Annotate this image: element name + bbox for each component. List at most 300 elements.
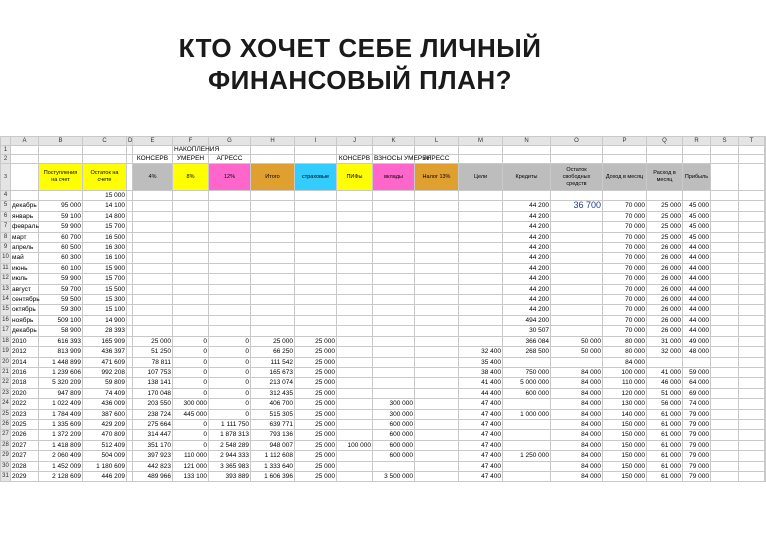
cell[interactable]: 60 100 xyxy=(39,263,83,273)
cell[interactable] xyxy=(683,155,711,164)
cell[interactable]: 44 000 xyxy=(683,295,711,305)
column-header[interactable]: Q xyxy=(647,137,683,146)
cell[interactable] xyxy=(711,357,739,367)
year-label[interactable]: 2027 xyxy=(11,440,39,450)
cell[interactable] xyxy=(739,191,765,201)
cell[interactable] xyxy=(765,211,766,221)
cell[interactable]: 1 448 899 xyxy=(39,357,83,367)
cell[interactable]: 150 000 xyxy=(603,419,647,429)
cell[interactable]: 84 000 xyxy=(551,451,603,461)
cell[interactable] xyxy=(373,295,415,305)
cell[interactable] xyxy=(11,164,39,191)
cell[interactable] xyxy=(415,222,459,232)
cell[interactable]: 312 435 xyxy=(251,388,295,398)
row-number[interactable]: 25 xyxy=(1,409,11,419)
cell[interactable]: 5 000 000 xyxy=(503,378,551,388)
cell[interactable]: 64 000 xyxy=(683,378,711,388)
cell[interactable] xyxy=(11,155,39,164)
cell[interactable] xyxy=(765,253,766,263)
cell[interactable]: 26 000 xyxy=(647,243,683,253)
cell[interactable] xyxy=(415,440,459,450)
cell[interactable]: 25 000 xyxy=(251,336,295,346)
cell[interactable]: 213 074 xyxy=(251,378,295,388)
cell[interactable] xyxy=(739,155,765,164)
cell[interactable] xyxy=(337,378,373,388)
cell[interactable]: 397 923 xyxy=(133,451,173,461)
cell[interactable] xyxy=(415,305,459,315)
year-label[interactable]: 2028 xyxy=(11,461,39,471)
cell[interactable]: 436 397 xyxy=(83,347,127,357)
cell[interactable] xyxy=(295,263,337,273)
cell[interactable]: 41 400 xyxy=(459,378,503,388)
cell[interactable]: 3 365 983 xyxy=(209,461,251,471)
column-header[interactable]: K xyxy=(373,137,415,146)
cell[interactable] xyxy=(415,471,459,481)
cell[interactable] xyxy=(551,263,603,273)
cell[interactable] xyxy=(503,430,551,440)
cell[interactable] xyxy=(337,243,373,253)
row-number[interactable]: 28 xyxy=(1,440,11,450)
cell[interactable]: 948 007 xyxy=(251,440,295,450)
cell[interactable] xyxy=(551,326,603,336)
cell[interactable] xyxy=(647,357,683,367)
cell[interactable] xyxy=(415,451,459,461)
cell[interactable] xyxy=(415,419,459,429)
cell[interactable] xyxy=(459,222,503,232)
cell[interactable] xyxy=(711,222,739,232)
cell[interactable]: 84 000 xyxy=(551,409,603,419)
cell[interactable] xyxy=(209,191,251,201)
cell[interactable] xyxy=(711,201,739,211)
cell[interactable]: 59 100 xyxy=(39,211,83,221)
cell[interactable]: 30 507 xyxy=(503,326,551,336)
cell[interactable] xyxy=(209,232,251,242)
cell[interactable] xyxy=(133,211,173,221)
cell[interactable] xyxy=(209,253,251,263)
header-credits[interactable]: Кредиты xyxy=(503,164,551,191)
cell[interactable] xyxy=(133,315,173,325)
cell[interactable] xyxy=(739,388,765,398)
cell[interactable]: 393 889 xyxy=(209,471,251,481)
cell[interactable]: 1 606 396 xyxy=(251,471,295,481)
year-label[interactable]: 2029 xyxy=(11,471,39,481)
cell[interactable]: 15 100 xyxy=(83,305,127,315)
cell[interactable] xyxy=(711,399,739,409)
cell[interactable]: 300 000 xyxy=(373,409,415,419)
column-header[interactable]: B xyxy=(39,137,83,146)
group-label[interactable]: ВЗНОСЫ УМЕРЕН xyxy=(374,155,432,162)
cell[interactable]: 107 753 xyxy=(133,367,173,377)
cell[interactable]: 133 100 xyxy=(173,471,209,481)
cell[interactable] xyxy=(251,222,295,232)
cell[interactable] xyxy=(133,295,173,305)
cell[interactable]: 600 000 xyxy=(373,451,415,461)
cell[interactable]: 110 000 xyxy=(173,451,209,461)
cell[interactable]: 84 000 xyxy=(551,430,603,440)
cell[interactable] xyxy=(551,155,603,164)
month-label[interactable]: декабрь xyxy=(12,202,37,210)
cell[interactable]: 66 250 xyxy=(251,347,295,357)
cell[interactable] xyxy=(711,409,739,419)
cell[interactable] xyxy=(711,284,739,294)
cell[interactable]: 0 xyxy=(173,378,209,388)
cell[interactable] xyxy=(739,471,765,481)
cell[interactable] xyxy=(647,155,683,164)
cell[interactable] xyxy=(251,191,295,201)
column-header[interactable]: G xyxy=(209,137,251,146)
cell[interactable]: 47 400 xyxy=(459,399,503,409)
year-label[interactable]: 2022 xyxy=(11,399,39,409)
cell[interactable] xyxy=(551,243,603,253)
cell[interactable]: 1 180 609 xyxy=(83,461,127,471)
cell[interactable]: 61 000 xyxy=(647,419,683,429)
cell[interactable] xyxy=(373,378,415,388)
cell[interactable] xyxy=(337,146,373,155)
cell[interactable] xyxy=(295,274,337,284)
cell[interactable] xyxy=(551,222,603,232)
cell[interactable] xyxy=(551,253,603,263)
cell[interactable] xyxy=(173,253,209,263)
cell[interactable] xyxy=(373,305,415,315)
cell[interactable] xyxy=(765,315,766,325)
cell[interactable]: 44 000 xyxy=(683,253,711,263)
cell[interactable]: 56 000 xyxy=(647,399,683,409)
cell[interactable] xyxy=(711,388,739,398)
cell[interactable] xyxy=(739,201,765,211)
cell[interactable] xyxy=(739,274,765,284)
cell[interactable]: 1 333 640 xyxy=(251,461,295,471)
cell[interactable] xyxy=(209,201,251,211)
cell[interactable]: 470 809 xyxy=(83,430,127,440)
cell[interactable]: 0 xyxy=(209,388,251,398)
cell[interactable]: 25 000 xyxy=(295,357,337,367)
cell[interactable] xyxy=(295,253,337,263)
month-label[interactable]: июль xyxy=(11,274,39,284)
cell[interactable] xyxy=(337,399,373,409)
cell[interactable] xyxy=(765,399,766,409)
cell[interactable] xyxy=(173,243,209,253)
cell[interactable] xyxy=(173,191,209,201)
cell[interactable]: 70 000 xyxy=(603,284,647,294)
cell[interactable] xyxy=(337,409,373,419)
cell[interactable]: 84 000 xyxy=(551,388,603,398)
cell[interactable] xyxy=(295,284,337,294)
cell[interactable] xyxy=(337,284,373,294)
cell[interactable]: 25 000 xyxy=(295,336,337,346)
cell[interactable] xyxy=(739,146,765,155)
cell[interactable] xyxy=(765,357,766,367)
cell[interactable] xyxy=(39,155,83,164)
cell[interactable] xyxy=(11,191,39,201)
cell[interactable] xyxy=(503,146,551,155)
header-total[interactable]: Итого xyxy=(251,164,295,191)
cell[interactable]: 509 100 xyxy=(39,315,83,325)
cell[interactable] xyxy=(415,201,459,211)
cell[interactable] xyxy=(209,305,251,315)
cell[interactable] xyxy=(373,461,415,471)
group-label[interactable]: АГРЕСС xyxy=(415,155,459,164)
cell[interactable]: 59 900 xyxy=(39,274,83,284)
cell[interactable]: 150 000 xyxy=(603,440,647,450)
cell[interactable] xyxy=(739,164,765,191)
cell[interactable]: 351 170 xyxy=(133,440,173,450)
cell[interactable] xyxy=(295,155,337,164)
cell[interactable]: 100 000 xyxy=(337,440,373,450)
cell[interactable] xyxy=(173,222,209,232)
cell[interactable]: 84 000 xyxy=(551,461,603,471)
cell[interactable]: 275 664 xyxy=(133,419,173,429)
cell[interactable] xyxy=(173,263,209,273)
cell[interactable]: 48 000 xyxy=(683,347,711,357)
header-free-funds[interactable]: Остаток свободных средств xyxy=(551,164,603,191)
cell[interactable]: 26 000 xyxy=(647,274,683,284)
row-number[interactable]: 31 xyxy=(1,471,11,481)
cell[interactable] xyxy=(373,274,415,284)
cell[interactable] xyxy=(765,347,766,357)
row-number[interactable]: 24 xyxy=(1,399,11,409)
cell[interactable]: 436 009 xyxy=(83,399,127,409)
cell[interactable]: 25 000 xyxy=(295,388,337,398)
cell[interactable]: 84 000 xyxy=(551,367,603,377)
cell[interactable]: 51 250 xyxy=(133,347,173,357)
row-number[interactable]: 19 xyxy=(1,347,11,357)
cell[interactable]: 84 000 xyxy=(551,378,603,388)
cell[interactable] xyxy=(251,315,295,325)
cell[interactable]: 992 208 xyxy=(83,367,127,377)
cell[interactable] xyxy=(209,222,251,232)
cell[interactable]: 47 400 xyxy=(459,471,503,481)
cell[interactable]: 1 239 606 xyxy=(39,367,83,377)
cell[interactable] xyxy=(551,295,603,305)
cell[interactable] xyxy=(739,461,765,471)
cell[interactable] xyxy=(251,201,295,211)
cell[interactable] xyxy=(765,274,766,284)
cell[interactable] xyxy=(459,201,503,211)
cell[interactable] xyxy=(373,284,415,294)
cell[interactable]: 36 700 xyxy=(551,201,603,211)
month-label[interactable]: август xyxy=(11,284,39,294)
cell[interactable] xyxy=(711,336,739,346)
cell[interactable] xyxy=(373,263,415,273)
cell[interactable] xyxy=(711,211,739,221)
cell[interactable]: 49 000 xyxy=(683,336,711,346)
cell[interactable]: 616 393 xyxy=(39,336,83,346)
cell[interactable] xyxy=(711,253,739,263)
cell[interactable] xyxy=(415,274,459,284)
cell[interactable]: 2 944 333 xyxy=(209,451,251,461)
cell[interactable]: 61 000 xyxy=(647,440,683,450)
cell[interactable] xyxy=(173,232,209,242)
cell[interactable] xyxy=(373,222,415,232)
month-label[interactable]: октябрь xyxy=(11,305,39,315)
cell[interactable] xyxy=(765,263,766,273)
group-label[interactable]: НАКОПЛЕНИЯ xyxy=(174,146,220,153)
row-number[interactable]: 30 xyxy=(1,461,11,471)
cell[interactable]: 61 000 xyxy=(647,409,683,419)
cell[interactable] xyxy=(337,191,373,201)
cell[interactable] xyxy=(459,155,503,164)
cell[interactable] xyxy=(173,284,209,294)
cell[interactable] xyxy=(739,440,765,450)
cell[interactable]: 79 000 xyxy=(683,471,711,481)
row-number[interactable]: 5 xyxy=(1,201,11,211)
cell[interactable]: 14 100 xyxy=(83,201,127,211)
cell[interactable]: 25 000 xyxy=(295,378,337,388)
cell[interactable]: 268 500 xyxy=(503,347,551,357)
cell[interactable] xyxy=(711,263,739,273)
month-label[interactable]: сентябрь xyxy=(12,296,40,304)
cell[interactable]: 130 000 xyxy=(603,399,647,409)
row-number[interactable]: 22 xyxy=(1,378,11,388)
cell[interactable]: 44 200 xyxy=(503,295,551,305)
cell[interactable] xyxy=(739,378,765,388)
cell[interactable] xyxy=(209,263,251,273)
row-number[interactable]: 27 xyxy=(1,430,11,440)
cell[interactable] xyxy=(603,191,647,201)
column-header[interactable]: A xyxy=(11,137,39,146)
cell[interactable] xyxy=(133,222,173,232)
cell[interactable] xyxy=(415,357,459,367)
cell[interactable]: 600 000 xyxy=(503,388,551,398)
column-header[interactable]: J xyxy=(337,137,373,146)
cell[interactable] xyxy=(209,326,251,336)
cell[interactable] xyxy=(503,155,551,164)
cell[interactable] xyxy=(39,146,83,155)
row-number[interactable]: 1 xyxy=(1,146,11,155)
cell[interactable]: 60 300 xyxy=(39,253,83,263)
cell[interactable] xyxy=(765,336,766,346)
cell[interactable] xyxy=(373,146,415,155)
cell[interactable]: 26 000 xyxy=(647,284,683,294)
month-label[interactable]: январь xyxy=(11,211,39,221)
cell[interactable]: 446 209 xyxy=(83,471,127,481)
cell[interactable]: 44 000 xyxy=(683,326,711,336)
cell[interactable] xyxy=(459,191,503,201)
cell[interactable] xyxy=(251,284,295,294)
cell[interactable] xyxy=(295,232,337,242)
cell[interactable]: 0 xyxy=(173,367,209,377)
year-label[interactable]: 2018 xyxy=(11,378,39,388)
column-header[interactable]: N xyxy=(503,137,551,146)
cell[interactable] xyxy=(373,367,415,377)
cell[interactable]: 50 000 xyxy=(551,347,603,357)
cell[interactable]: 44 000 xyxy=(683,243,711,253)
cell[interactable]: 300 000 xyxy=(373,399,415,409)
cell[interactable] xyxy=(295,326,337,336)
cell[interactable] xyxy=(765,326,766,336)
cell[interactable]: 138 141 xyxy=(133,378,173,388)
header-funds[interactable]: ПИФы xyxy=(337,164,373,191)
cell[interactable]: 0 xyxy=(209,357,251,367)
cell[interactable]: 494 200 xyxy=(503,315,551,325)
cell[interactable]: 59 809 xyxy=(83,378,127,388)
cell[interactable]: 0 xyxy=(173,440,209,450)
cell[interactable] xyxy=(711,232,739,242)
cell[interactable]: 100 000 xyxy=(603,367,647,377)
cell[interactable] xyxy=(739,336,765,346)
header-insurance[interactable]: страховые xyxy=(295,164,337,191)
cell[interactable] xyxy=(173,274,209,284)
header-inflow[interactable]: Поступления на счет xyxy=(39,164,83,191)
cell[interactable]: 25 000 xyxy=(647,222,683,232)
cell[interactable] xyxy=(415,399,459,409)
cell[interactable]: 70 000 xyxy=(603,295,647,305)
cell[interactable]: 46 000 xyxy=(647,378,683,388)
cell[interactable]: 1 112 608 xyxy=(251,451,295,461)
cell[interactable]: 70 000 xyxy=(603,315,647,325)
cell[interactable] xyxy=(251,274,295,284)
cell[interactable] xyxy=(133,263,173,273)
row-number[interactable]: 7 xyxy=(1,222,11,232)
cell[interactable]: 26 000 xyxy=(647,315,683,325)
spreadsheet-grid[interactable] xyxy=(0,136,766,482)
cell[interactable]: 25 000 xyxy=(295,419,337,429)
row-number[interactable]: 20 xyxy=(1,357,11,367)
cell[interactable] xyxy=(415,315,459,325)
cell[interactable] xyxy=(415,284,459,294)
cell[interactable] xyxy=(765,388,766,398)
cell[interactable] xyxy=(551,274,603,284)
cell[interactable]: 70 000 xyxy=(603,232,647,242)
cell[interactable]: 314 447 xyxy=(133,430,173,440)
cell[interactable]: 47 400 xyxy=(459,430,503,440)
header-income[interactable]: Доход в месяц xyxy=(603,164,647,191)
cell[interactable]: 0 xyxy=(209,367,251,377)
cell[interactable]: 25 000 xyxy=(647,201,683,211)
cell[interactable] xyxy=(711,440,739,450)
month-label[interactable]: июнь xyxy=(11,263,39,273)
cell[interactable]: 51 000 xyxy=(647,388,683,398)
cell[interactable] xyxy=(711,305,739,315)
row-number[interactable]: 21 xyxy=(1,367,11,377)
cell[interactable]: 504 009 xyxy=(83,451,127,461)
cell[interactable]: 140 000 xyxy=(603,409,647,419)
cell[interactable]: 70 000 xyxy=(603,274,647,284)
month-label[interactable]: апрель xyxy=(11,243,39,253)
cell[interactable]: 70 000 xyxy=(603,243,647,253)
cell[interactable]: 70 000 xyxy=(603,305,647,315)
cell[interactable] xyxy=(765,367,766,377)
row-number[interactable]: 10 xyxy=(1,253,11,263)
cell[interactable] xyxy=(459,232,503,242)
cell[interactable]: 25 000 xyxy=(647,211,683,221)
cell[interactable] xyxy=(765,232,766,242)
header-profit[interactable]: Прибыль xyxy=(683,164,711,191)
cell[interactable]: 0 xyxy=(173,430,209,440)
cell[interactable] xyxy=(251,295,295,305)
cell[interactable] xyxy=(711,471,739,481)
cell[interactable]: 15 700 xyxy=(83,222,127,232)
cell[interactable]: 59 700 xyxy=(39,284,83,294)
cell[interactable] xyxy=(173,315,209,325)
cell[interactable] xyxy=(765,471,766,481)
cell[interactable] xyxy=(373,232,415,242)
cell[interactable]: 489 966 xyxy=(133,471,173,481)
cell[interactable]: 26 000 xyxy=(647,253,683,263)
cell[interactable]: 1 335 609 xyxy=(39,419,83,429)
cell[interactable] xyxy=(415,367,459,377)
cell[interactable] xyxy=(459,305,503,315)
cell[interactable]: 165 909 xyxy=(83,336,127,346)
cell[interactable]: 1 878 313 xyxy=(209,430,251,440)
year-label[interactable]: 2012 xyxy=(11,347,39,357)
cell[interactable] xyxy=(711,243,739,253)
cell[interactable]: 32 000 xyxy=(647,347,683,357)
cell[interactable]: 0 xyxy=(173,347,209,357)
cell[interactable] xyxy=(295,295,337,305)
cell[interactable] xyxy=(133,274,173,284)
cell[interactable]: 70 000 xyxy=(603,222,647,232)
